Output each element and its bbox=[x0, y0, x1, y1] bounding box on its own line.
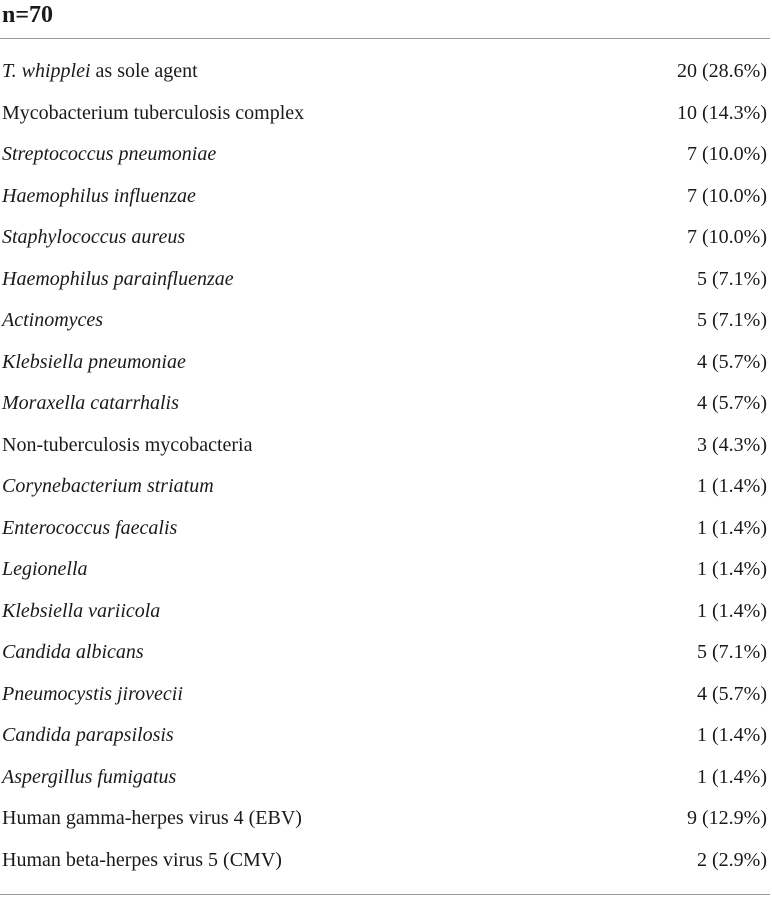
table-row bbox=[0, 591, 772, 633]
top-rule bbox=[0, 38, 770, 39]
table-row bbox=[0, 715, 772, 757]
table-row bbox=[0, 300, 772, 342]
pathogen-name-italic: Pneumocystis jirovecii bbox=[2, 682, 183, 705]
table-row bbox=[0, 757, 772, 799]
table-row bbox=[0, 93, 772, 135]
pathogen-table bbox=[0, 51, 772, 881]
table-row bbox=[0, 217, 772, 259]
pathogen-name-italic: Legionella bbox=[2, 558, 88, 580]
pathogen-name-italic: Haemophilus parainfluenzae bbox=[2, 267, 234, 290]
pathogen-count: 1 (1.4%) bbox=[697, 765, 767, 788]
pathogen-name bbox=[2, 93, 304, 135]
pathogen-name-italic: Moraxella catarrhalis bbox=[2, 392, 179, 414]
pathogen-name bbox=[2, 549, 88, 591]
table-row bbox=[0, 342, 772, 384]
pathogen-count: 4 (5.7%) bbox=[697, 682, 767, 705]
pathogen-count: 20 (28.6%) bbox=[677, 60, 767, 82]
pathogen-name-italic: Corynebacterium striatum bbox=[2, 475, 214, 497]
pathogen-count: 7 (10.0%) bbox=[687, 226, 767, 248]
table-row bbox=[0, 549, 772, 591]
pathogen-count: 2 (2.9%) bbox=[697, 848, 767, 871]
pathogen-name-italic: Klebsiella variicola bbox=[2, 599, 161, 622]
pathogen-count: 10 (14.3%) bbox=[677, 101, 767, 124]
pathogen-count: 1 (1.4%) bbox=[697, 599, 767, 622]
pathogen-count: 4 (5.7%) bbox=[697, 350, 767, 373]
pathogen-name bbox=[2, 300, 103, 342]
pathogen-name-italic: Candida albicans bbox=[2, 641, 144, 663]
pathogen-name-text: Human beta-herpes virus 5 (CMV) bbox=[2, 848, 282, 871]
pathogen-count: 1 (1.4%) bbox=[697, 558, 767, 580]
table-row bbox=[0, 632, 772, 674]
pathogen-name bbox=[2, 342, 186, 384]
pathogen-name-italic: Staphylococcus aureus bbox=[2, 226, 186, 248]
pathogen-name bbox=[2, 134, 216, 176]
pathogen-name-text: Human gamma-herpes virus 4 (EBV) bbox=[2, 807, 302, 829]
pathogen-count: 7 (10.0%) bbox=[687, 184, 767, 207]
pathogen-name bbox=[2, 757, 176, 799]
pathogen-name-italic: Klebsiella pneumoniae bbox=[2, 350, 186, 373]
pathogen-name bbox=[2, 840, 282, 882]
table-row bbox=[0, 259, 772, 301]
pathogen-count: 1 (1.4%) bbox=[697, 516, 767, 539]
bottom-rule bbox=[0, 894, 770, 895]
pathogen-name bbox=[2, 674, 183, 716]
pathogen-count: 5 (7.1%) bbox=[697, 641, 767, 663]
pathogen-name bbox=[2, 466, 214, 508]
pathogen-count: 3 (4.3%) bbox=[697, 433, 767, 456]
pathogen-name bbox=[2, 632, 144, 674]
pathogen-name bbox=[2, 51, 198, 93]
table-row bbox=[0, 674, 772, 716]
pathogen-name-italic: Aspergillus fumigatus bbox=[2, 765, 177, 788]
pathogen-count: 5 (7.1%) bbox=[697, 267, 767, 290]
table-row bbox=[0, 134, 772, 176]
pathogen-name-text: Non-tuberculosis mycobacteria bbox=[2, 433, 253, 456]
pathogen-name bbox=[2, 715, 174, 757]
pathogen-name-text: Mycobacterium tuberculosis complex bbox=[2, 101, 305, 124]
pathogen-name bbox=[2, 217, 185, 259]
pathogen-name-italic: Haemophilus influenzae bbox=[2, 184, 196, 207]
pathogen-name-italic: Candida parapsilosis bbox=[2, 724, 174, 746]
table-row bbox=[0, 840, 772, 882]
pathogen-name bbox=[2, 425, 252, 467]
pathogen-name bbox=[2, 508, 177, 550]
pathogen-name-italic: Streptococcus pneumoniae bbox=[2, 143, 217, 165]
table-row bbox=[0, 51, 772, 93]
table-row bbox=[0, 176, 772, 218]
pathogen-name bbox=[2, 176, 196, 218]
pathogen-name bbox=[2, 591, 160, 633]
table-row bbox=[0, 383, 772, 425]
table-row bbox=[0, 798, 772, 840]
pathogen-count: 5 (7.1%) bbox=[697, 309, 767, 331]
table-row bbox=[0, 508, 772, 550]
pathogen-count: 9 (12.9%) bbox=[687, 807, 767, 829]
pathogen-count: 1 (1.4%) bbox=[697, 475, 767, 497]
table-row bbox=[0, 466, 772, 508]
pathogen-name bbox=[2, 798, 302, 840]
pathogen-name-italic: Enterococcus faecalis bbox=[2, 516, 178, 539]
column-header: n=70 bbox=[2, 2, 54, 28]
pathogen-name bbox=[2, 383, 179, 425]
pathogen-name-text: as sole agent bbox=[90, 60, 198, 82]
pathogen-name bbox=[2, 259, 234, 301]
pathogen-count: 1 (1.4%) bbox=[697, 724, 767, 746]
pathogen-name-italic: T. whipplei bbox=[2, 60, 91, 82]
table-row bbox=[0, 425, 772, 467]
pathogen-name-italic: Actinomyces bbox=[2, 309, 104, 331]
pathogen-count: 7 (10.0%) bbox=[687, 143, 767, 165]
pathogen-count: 4 (5.7%) bbox=[697, 392, 767, 414]
